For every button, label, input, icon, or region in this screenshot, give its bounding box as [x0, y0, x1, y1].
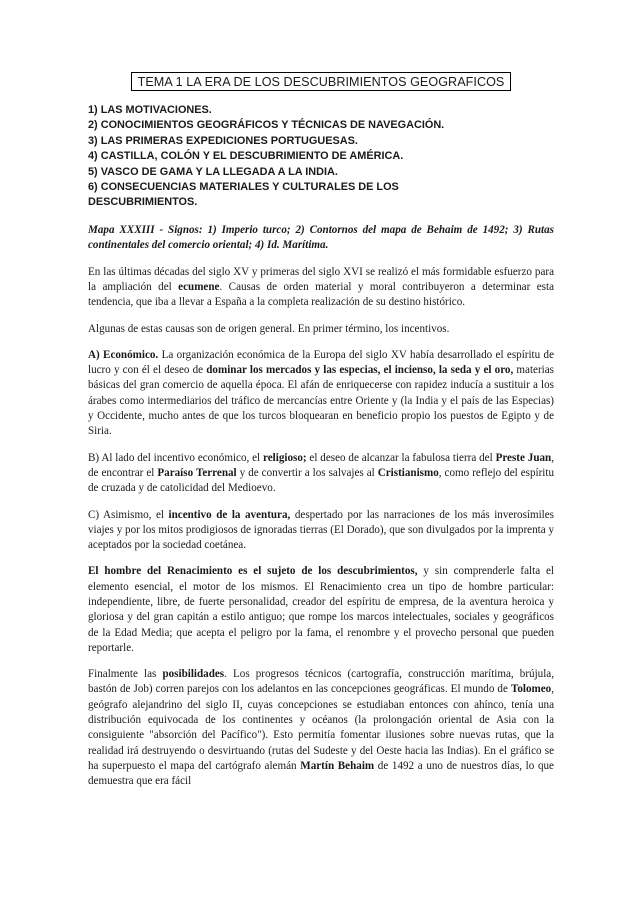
paragraph-text: . Los progresos técnicos (cartografía, construcción marítima, brújula, bastón de Job) corren parejos con los adelantos en las concepciones geográficas. El mundo de	[88, 668, 554, 696]
table-of-contents	[88, 103, 554, 211]
bold-term: incentivo de la aventura,	[168, 508, 291, 521]
bold-term: Cristianismo	[377, 466, 439, 479]
paragraph-text: Finalmente las	[88, 668, 163, 681]
bold-term: ecumene	[178, 280, 220, 293]
paragraph-posibilidades	[88, 667, 554, 789]
paragraph-text: , de encontrar el	[88, 451, 554, 479]
document-page	[88, 72, 554, 801]
paragraph-text: y sin comprenderle falta el elemento esencial, el motor de los mismos. El Renacimiento crea un tipo de hombre particular: independiente, libre, de fuerte personalidad, creador del espíritu de empresa, de la aventura heroica y gloriosa y del gran capitán a estilo antiguo; que rompe los marcos intelectuales, sociales y geográficos de la Edad Media; que acepta el peligro por la fama, el renombre y el provecho personal que pueden reportarle.	[88, 565, 555, 654]
paragraph-text: C) Asimismo, el	[88, 508, 169, 521]
paragraph-renacimiento	[88, 564, 554, 656]
bold-term: posibilidades	[162, 668, 225, 681]
paragraph-aventura	[88, 508, 554, 554]
paragraph-text: B) Al lado del incentivo económico, el	[88, 451, 264, 464]
toc-item: 3) LAS PRIMERAS EXPEDICIONES PORTUGUESAS.	[88, 134, 358, 147]
bold-term: Martín Behaim	[300, 759, 375, 772]
paragraph-religioso	[88, 451, 554, 497]
title-wrap	[88, 72, 554, 91]
section-heading-a: A) Económico.	[88, 348, 159, 361]
paragraph-text: . Causas de orden material y moral contribuyeron a determinar esta tendencia, que iba a llevar a España a la completa realización de su destino histórico.	[88, 280, 554, 309]
paragraph-text: y de convertir a los salvajes al	[236, 466, 378, 479]
toc-item: 1) LAS MOTIVACIONES.	[88, 104, 212, 116]
toc-item: 6) CONSECUENCIAS MATERIALES Y CULTURALES DE LOS	[88, 181, 399, 194]
bold-term: El hombre del Renacimiento es el sujeto de los descubrimientos,	[88, 565, 418, 578]
paragraph-text: , geógrafo alejandrino del siglo II, cuyas concepciones se estudiaban entonces con ahínco, tenía una distribución equivocada de los continentes y océanos (la prolongación oriental de Asia con la consiguiente "absorción del Pacífico"). Esto permitía fomentar ilusiones sobre nuevas rutas, que la realidad irá destruyendo o desvirtuando (rutas del Sudeste y del Oeste hacia las Indias). En el gráfico se ha superpuesto el mapa del cartógrafo alemán	[88, 683, 554, 772]
toc-item: 2) CONOCIMIENTOS GEOGRÁFICOS Y TÉCNICAS DE NAVEGACIÓN.	[88, 119, 445, 132]
map-caption: Mapa XXXIII - Signos: 1) Imperio turco; 2) Contornos del mapa de Behaim de 1492; 3) Rutas continentales del comercio oriental; 4) Id. Marítima.	[88, 223, 554, 252]
bold-term: Paraíso Terrenal	[157, 466, 237, 479]
toc-item: DESCUBRIMIENTOS.	[88, 196, 198, 209]
paragraph-text: La organización económica de la Europa del siglo XV había desarrollado el espíritu de lucro y con él el deseo de	[88, 348, 555, 377]
bold-term: Preste Juan	[495, 451, 552, 464]
paragraph-intro	[88, 265, 554, 311]
bold-term: religioso;	[263, 451, 307, 464]
paragraph-text: materias básicas del gran comercio de aquella época. El afán de enriquecerse con rapidez inducía a sustituir a los árabes como intermediarios del tráfico de mercancías entre Oriente y (la India y el país de las Especias) y Occidente, mucho antes de que los turcos bloquearan en beneficio propio los puestos de Egipto y de Siria.	[88, 364, 554, 438]
paragraph-economico	[88, 348, 554, 440]
paragraph-text: de 1492 a uno de nuestros días, lo que demuestra que era fácil	[88, 759, 554, 788]
toc-item: 5) VASCO DE GAMA Y LA LLEGADA A LA INDIA.	[88, 165, 338, 178]
bold-term: Tolomeo	[510, 683, 552, 696]
paragraph-text: despertado por las narraciones de los más inverosímiles viajes y por los mitos prodigiosos de ignoradas tierras (El Dorado), que son divulgados por la imprenta y aceptados por la sociedad coetánea.	[88, 508, 555, 552]
paragraph-text: En las últimas décadas del siglo XV y primeras del siglo XVI se realizó el más formidable esfuerzo para la ampliación del	[88, 265, 554, 293]
paragraph-text: el deseo de alcanzar la fabulosa tierra del	[306, 451, 496, 464]
bold-term: dominar los mercados y las especias, el incienso, la seda y el oro,	[206, 364, 514, 377]
paragraph-causes: Algunas de estas causas son de origen general. En primer término, los incentivos.	[88, 322, 450, 335]
paragraph-text: , como reflejo del espíritu de cruzada y de catolicidad del Medioevo.	[88, 466, 554, 495]
toc-item: 4) CASTILLA, COLÓN Y EL DESCUBRIMIENTO DE AMÉRICA.	[88, 150, 404, 163]
document-title: TEMA 1 LA ERA DE LOS DESCUBRIMIENTOS GEOGRAFICOS	[131, 72, 512, 91]
